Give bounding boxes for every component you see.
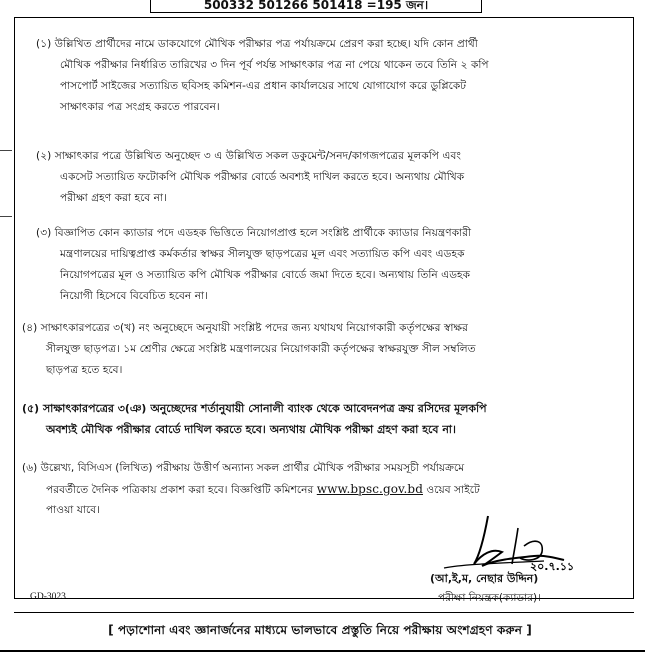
instruction-1-line-2: মৌখিক পরীক্ষার নির্ধারিত তারিখের ৩ দিন পূর্ব পর্যন্ত সাক্ষাৎকার পত্র না পেয়ে থাকেন তবে তিনি ২ কপি xyxy=(60,59,489,71)
instruction-3-line-2: মন্ত্রণালয়ের দায়িত্বপ্রাপ্ত কর্মকর্তার স্বাক্ষর সীলযুক্ত ছাড়পত্রের মূল এবং সত্যায়িত কপি এবং এডহক xyxy=(60,248,465,260)
instruction-6-line-2 xyxy=(22,479,630,500)
instruction-4 xyxy=(22,318,630,381)
margin-mark xyxy=(0,150,12,151)
instruction-1-line-1: (১) উল্লিখিত প্রার্থীদের নামে ডাকযোগে মৌখিক পরীক্ষার পত্র পর্যায়ক্রমে প্রেরণ করা হচ্ছে। যদি কোন প্রার্থী xyxy=(36,38,478,50)
website-link[interactable]: www.bpsc.gov.bd xyxy=(316,482,423,496)
instruction-5-line-2: অবশ্যই মৌখিক পরীক্ষার বোর্ডে দাখিল করতে হবে। অন্যথায় মৌখিক পরীক্ষা গ্রহণ করা হবে না। xyxy=(46,423,456,436)
instruction-2-line-3: পরীক্ষা গ্রহণ করা হবে না। xyxy=(60,192,167,204)
footer-banner: [ পড়াশোনা এবং জ্ঞানার্জনের মাধ্যমে ভালভাবে প্রস্তুতি নিয়ে পরীক্ষায় অংশগ্রহণ করুন ] xyxy=(108,623,532,637)
signature-stroke xyxy=(474,516,564,566)
instruction-3-line-3: নিয়োগপত্রের মূল ও সত্যায়িত কপি মৌখিক পরীক্ষার বোর্ডে জমা দিতে হবে। অন্যথায় তিনি এডহক xyxy=(60,269,471,281)
instruction-4-line-2: সীলযুক্ত ছাড়পত্র। ১ম শ্রেণীর ক্ষেত্রে সংশ্লিষ্ট মন্ত্রণালয়ের নিয়োগকারী কর্তৃপক্ষের স্বাক্ষরযুক্ত সীল সম্বলিত xyxy=(46,343,476,355)
instruction-6-line-1: (৬) উল্লেখ্য, বিসিএস (লিখিত) পরীক্ষায় উত্তীর্ণ অন্যান্য সকল প্রার্থীর মৌখিক পরীক্ষার সময়সূচী পর্যায়ক্রমে xyxy=(22,462,465,474)
instruction-3-line-4: নিয়োগী হিসেবে বিবেচিত হবেন না। xyxy=(60,290,208,302)
instruction-1-line-3: পাসপোর্ট সাইজের সত্যায়িত ছবিসহ কমিশন-এর প্রধান কার্যালয়ের সাথে যোগাযোগ করে ডুপ্লিকেট xyxy=(60,80,467,92)
signature-image xyxy=(424,508,614,578)
instruction-3 xyxy=(36,223,630,307)
instruction-1-line-4: সাক্ষাৎকার পত্র সংগ্রহ করতে পারবেন। xyxy=(60,101,220,113)
instruction-4-line-1: (৪) সাক্ষাৎকারপত্রের ৩(খ) নং অনুচ্ছেদে অনুযায়ী সংশ্লিষ্ট পদের জন্য যথাযথ নিয়োগকারী কর্তৃপক্ষের স্বাক্ষর xyxy=(22,322,468,334)
instruction-6-line-2-tail: ওয়েব সাইটে xyxy=(422,484,480,496)
footer-divider xyxy=(14,612,634,613)
document-code: GD-3023 xyxy=(30,592,66,602)
signatory-name: (আ,ই,ম, নেছার উদ্দিন) xyxy=(430,572,539,585)
instruction-5 xyxy=(22,398,630,440)
margin-mark xyxy=(0,216,12,217)
roll-summary: 500332 501266 501418 =195 জন। xyxy=(150,0,482,13)
signatory-title: পরীক্ষা নিয়ন্ত্রক(ক্যাডার)। xyxy=(438,592,541,604)
instruction-6-line-2-text: পরবর্তীতে দৈনিক পত্রিকায় প্রকাশ করা হবে। বিজ্ঞপ্তিটি কমিশনের xyxy=(46,484,317,496)
instruction-4-line-3: ছাড়পত্র হতে হবে। xyxy=(46,364,123,376)
instruction-6-line-3: পাওয়া যাবে। xyxy=(46,504,101,516)
instruction-5-line-1: (৫) সাক্ষাৎকারপত্রের ৩(ঞ) অনুচ্ছেদের শর্তানুযায়ী সোনালী ব্যাংক থেকে আবেদনপত্র ক্রয় রসিদের মূলকপি xyxy=(22,402,487,415)
instruction-2 xyxy=(36,146,630,209)
instruction-3-line-1: (৩) বিজ্ঞাপিত কোন ক্যাডার পদে এডহক ভিত্তিতে নিয়োগপ্রাপ্ত হলে সংশ্লিষ্ট প্রার্থীকে ক্যাডার নিয়ন্ত্রণকারী xyxy=(36,227,472,239)
instruction-1 xyxy=(36,34,630,118)
instruction-2-line-2: একসেট সত্যায়িত ফটোকপি মৌখিক পরীক্ষার বোর্ডে অবশ্যই দাখিল করতে হবে। অন্যথায় মৌখিক xyxy=(60,171,465,183)
instruction-2-line-1: (২) সাক্ষাৎকার পত্রে উল্লিখিত অনুচ্ছেদ ৩ এ উল্লিখিত সকল ডকুমেন্ট/সনদ/কাগজপত্রের মূলকপি এবং xyxy=(36,150,461,162)
signature-date: ২০.৭.১১ xyxy=(530,560,575,573)
